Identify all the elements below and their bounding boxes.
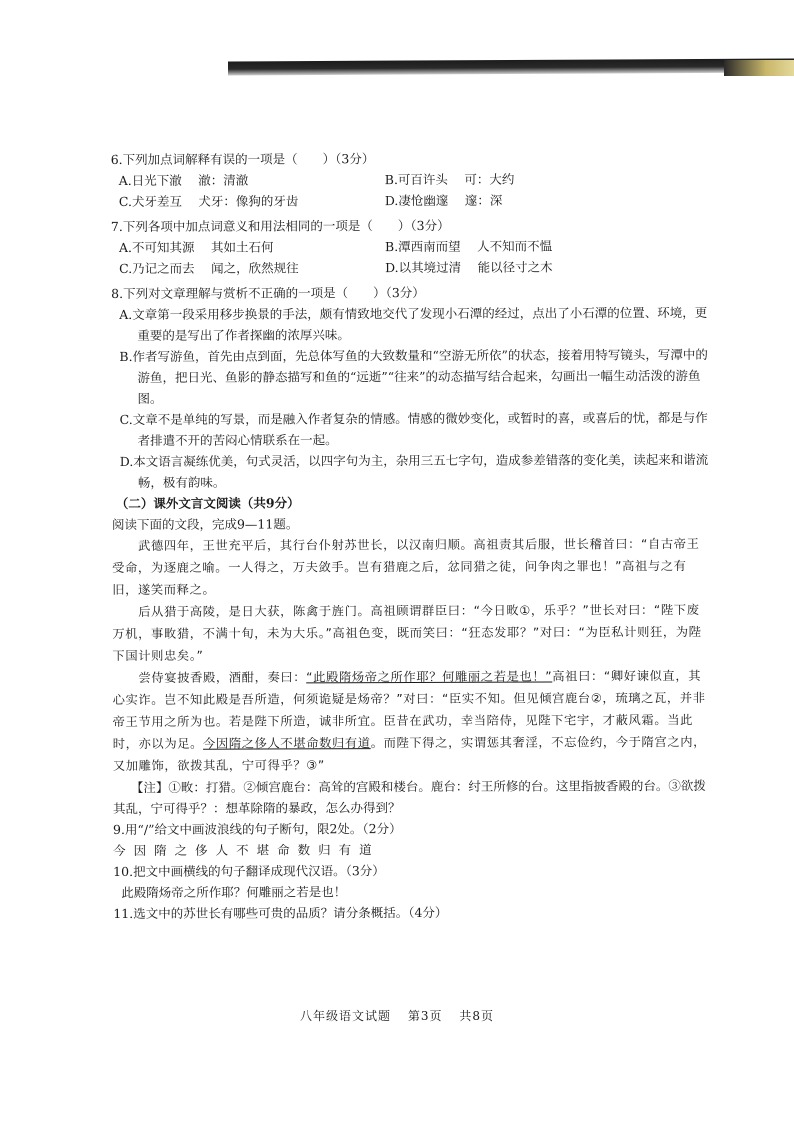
question-8-option-d: D.本文语言凝练优美，句式灵活，以四字句为主，杂用三五七字句，造成参差错落的变化美，读起来和谐流畅，极有韵味。 xyxy=(119,451,709,490)
question-8-option-c: C.文章不是单纯的写景，而是融入作者复杂的情感。情感的微妙变化，或暂时的喜，或喜后的忧，都是与作者排遣不开的苦闷心情联系在一起。 xyxy=(119,409,708,448)
question-11-stem: 11.选文中的苏世长有哪些可贵的品质？请分条概括。（4分） xyxy=(113,904,448,922)
exam-page xyxy=(111,147,714,924)
footer-total: 共8页 xyxy=(459,1009,494,1023)
scan-edge-shadow xyxy=(228,59,794,76)
scan-edge-accent xyxy=(724,60,794,76)
question-8-option-a: A.文章第一段采用移步换景的手法，颇有情致地交代了发现小石潭的经过，点出了小石潭的位置、环境，更重要的是写出了作者探幽的浓厚兴味。 xyxy=(119,304,708,343)
passage-paragraph-1: 武德四年，王世充平后，其行台仆射苏世长，以汉南归顺。高祖责其后服，世长稽首曰：“自古帝王受命，为逐鹿之喻。一人得之，万夫敛手。岂有猎鹿之后，忿同猎之徒，问争肉之罪也！”高祖与之有旧，遂笑而释之。 xyxy=(112,536,700,598)
underlined-sentence: “此殿隋炀帝之所作耶？何雕丽之若是也！” xyxy=(306,669,553,685)
reading-instruction: 阅读下面的文段，完成9—11题。 xyxy=(111,516,299,533)
passage-paragraph-3 xyxy=(112,665,712,777)
question-9-stem: 9.用“/”给文中画波浪线的句子断句，限2处。（2分） xyxy=(112,821,402,838)
passage-text: 尝侍宴披香殿，酒酣，奏曰： xyxy=(138,670,307,685)
classical-passage xyxy=(112,533,713,777)
question-10-stem: 10.把文中画横线的句子翻译成现代汉语。（3分） xyxy=(113,863,385,880)
question-7-option-c: C.乃记之而去 闻之，欣然规往 xyxy=(119,260,299,277)
question-8-option-b: B.作者写游鱼，首先由点到面，先总体写鱼的大致数量和“空游无所依”的状态，接着用特写镜头，写潭中的游鱼，把日光、鱼影的静态描写和鱼的“远逝”“往来”的动态描写结合起来，勾画出一幅生动活泼的游鱼图。 xyxy=(119,346,708,406)
footer-subject: 八年级语文试题 xyxy=(300,1009,392,1023)
question-6-option-b: B.可百许头 可：大约 xyxy=(384,171,515,188)
page-footer xyxy=(0,1007,794,1024)
footer-page: 第3页 xyxy=(407,1009,443,1023)
question-6-option-c: C.犬牙差互 犬牙：像狗的牙齿 xyxy=(118,193,299,210)
section-title: （二）课外文言文阅读（共9分） xyxy=(115,495,300,512)
annotation-note: 【注】①畋：打猎。②倾宫鹿台：高耸的宫殿和楼台。鹿台：纣王所修的台。这里指披香殿的台。③欲拨其乱，宁可得乎？：想革除隋的暴政，怎么办得到？ xyxy=(112,777,706,817)
question-6-stem: 6.下列加点词解释有误的一项是（ ）（3分） xyxy=(110,151,375,168)
question-7-option-d: D.以其境过清 能以径寸之木 xyxy=(385,259,553,276)
question-7-option-a: A.不可知其源 其如土石何 xyxy=(118,239,274,256)
question-8 xyxy=(111,281,712,493)
passage-text: 高祖曰：“卿好谏似直，其心实诈。岂不知此殿是吾所造，何须诡疑是炀帝？”对曰：“臣实不知。但见倾宫鹿台②，琉璃之瓦，并非帝王节用之所为也。若是陛下所造，诚非所宜。臣昔在武功，幸当陪侍，见陛下宅宇，才蔽风霜。当此时，亦以为足。 xyxy=(112,668,706,752)
passage-paragraph-2: 后从猎于高陵，是日大获，陈禽于旌门。高祖顾谓群臣曰：“今日畋①，乐乎？”世长对曰：“陛下废万机，事畋猎，不满十旬，未为大乐。”高祖色变，既而笑曰：“狂态发耶？”对曰：“为臣私计则狂，为陛下国计则忠矣。” xyxy=(112,602,702,664)
passage-text: 。而陛下得之，实谓惩其奢淫，不忘俭约，今于隋宫之内，又加雕饰，欲拨其乱，宁可得乎？③” xyxy=(112,734,707,774)
question-6-option-a: A.日光下澈 澈：清澈 xyxy=(118,172,249,189)
question-6-option-d: D.凄怆幽邃 邃：深 xyxy=(384,192,503,209)
question-8-stem: 8.下列对文章理解与赏析不正确的一项是（ ）（3分） xyxy=(111,284,425,302)
question-6 xyxy=(111,147,711,212)
question-7 xyxy=(111,214,711,279)
question-9-sentence: 今因隋之侈人不堪命数归有道 xyxy=(113,842,380,859)
question-7-stem: 7.下列各项中加点词意义和用法相同的一项是（ ）（3分） xyxy=(110,217,450,235)
wavy-underlined-sentence: 今因隋之侈人不堪命数归有道 xyxy=(202,736,371,751)
question-10-sentence: 此殿隋炀帝之所作耶？何雕丽之若是也！ xyxy=(121,884,347,901)
question-7-option-b: B.潭西南而望 人不知而不愠 xyxy=(384,238,553,255)
